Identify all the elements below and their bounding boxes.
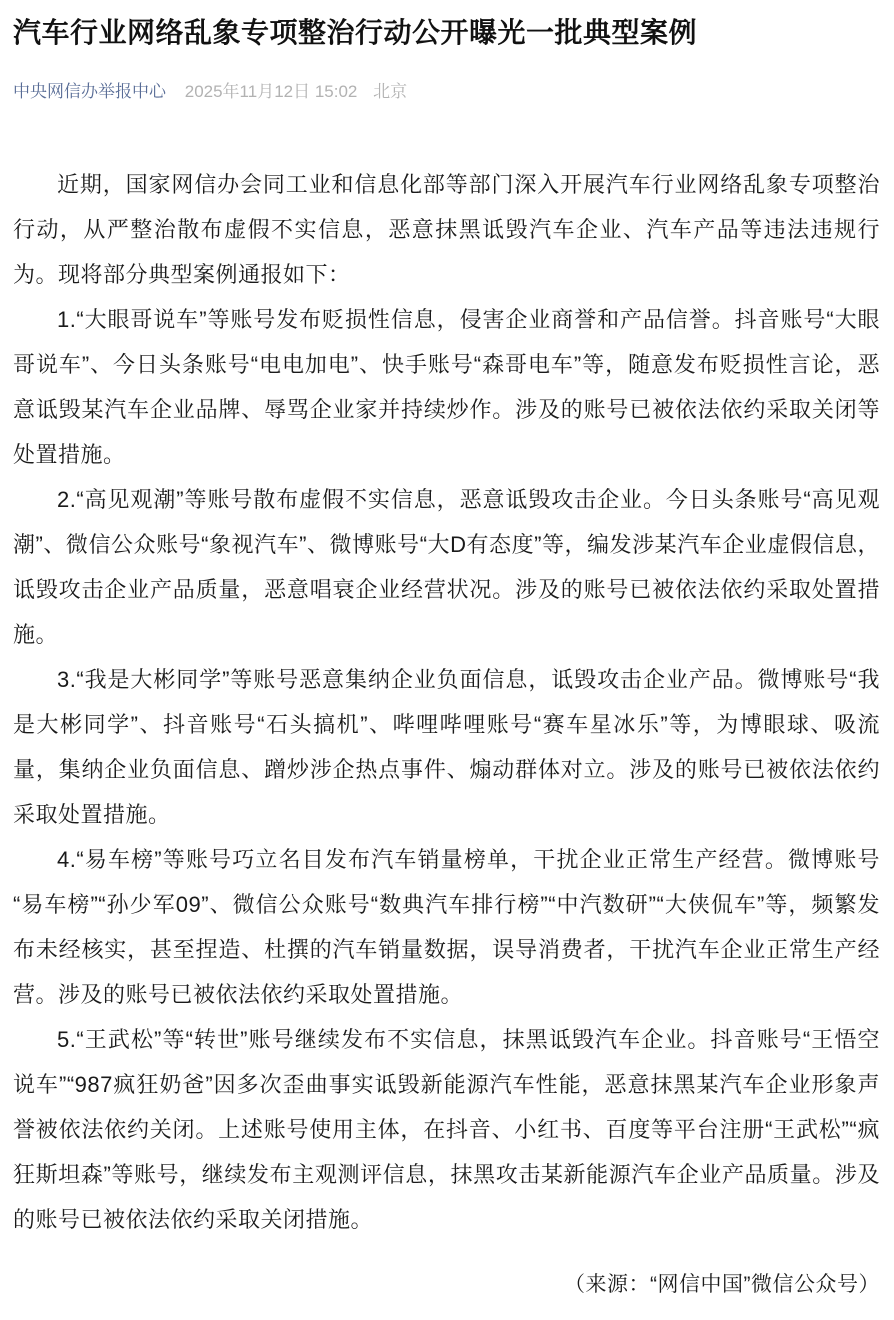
article-paragraph-case-5: 5.“王武松”等“转世”账号继续发布不实信息，抹黑诋毁汽车企业。抖音账号“王悟空说车”“987疯狂奶爸”因多次歪曲事实诋毁新能源汽车性能，恶意抹黑某汽车企业形象声誉被依法依约关闭。上述账号使用主体，在抖音、小红书、百度等平台注册“王武松”“疯狂斯坦森”等账号，继续发布主观测评信息，抹黑攻击某新能源汽车企业产品质量。涉及的账号已被依法依约采取关闭措施。 bbox=[13, 1026, 880, 1232]
article-paragraph-case-4: 4.“易车榜”等账号巧立名目发布汽车销量榜单，干扰企业正常生产经营。微博账号“易车榜”“孙少军09”、微信公众账号“数典汽车排行榜”“中汽数研”“大侠侃车”等，频繁发布未经核实，甚至捏造、杜撰的汽车销量数据，误导消费者，干扰汽车企业正常生产经营。涉及的账号已被依法依约采取处置措施。 bbox=[13, 846, 880, 1007]
account-name-link[interactable]: 中央网信办举报中心 bbox=[13, 81, 166, 101]
publish-location: 北京 bbox=[373, 81, 408, 101]
article-title: 汽车行业网络乱象专项整治行动公开曝光一批典型案例 bbox=[13, 17, 698, 48]
source-note: （来源：“网信中国”微信公众号） bbox=[564, 1272, 880, 1296]
byline bbox=[13, 80, 880, 104]
article-paragraph-case-1: 1.“大眼哥说车”等账号发布贬损性信息，侵害企业商誉和产品信誉。抖音账号“大眼哥说车”、今日头条账号“电电加电”、快手账号“森哥电车”等，随意发布贬损性言论，恶意诋毁某汽车企业品牌、辱骂企业家并持续炒作。涉及的账号已被依法依约采取关闭等处置措施。 bbox=[13, 306, 880, 467]
article-paragraph-case-3: 3.“我是大彬同学”等账号恶意集纳企业负面信息，诋毁攻击企业产品。微博账号“我是大彬同学”、抖音账号“石头搞机”、哔哩哔哩账号“赛车星冰乐”等，为博眼球、吸流量，集纳企业负面信息、蹭炒涉企热点事件、煽动群体对立。涉及的账号已被依法依约采取处置措施。 bbox=[13, 666, 880, 827]
article-paragraph-case-2: 2.“高见观潮”等账号散布虚假不实信息，恶意诋毁攻击企业。今日头条账号“高见观潮”、微信公众账号“象视汽车”、微博账号“大D有态度”等，编发涉某汽车企业虚假信息，诋毁攻击企业产品质量，恶意唱衰企业经营状况。涉及的账号已被依法依约采取处置措施。 bbox=[13, 486, 880, 647]
article-body bbox=[13, 162, 880, 1242]
article-paragraph-intro: 近期，国家网信办会同工业和信息化部等部门深入开展汽车行业网络乱象专项整治行动，从严整治散布虚假不实信息，恶意抹黑诋毁汽车企业、汽车产品等违法违规行为。现将部分典型案例通报如下： bbox=[13, 171, 880, 287]
publish-datetime: 2025年11月12日 15:02 bbox=[184, 81, 358, 101]
